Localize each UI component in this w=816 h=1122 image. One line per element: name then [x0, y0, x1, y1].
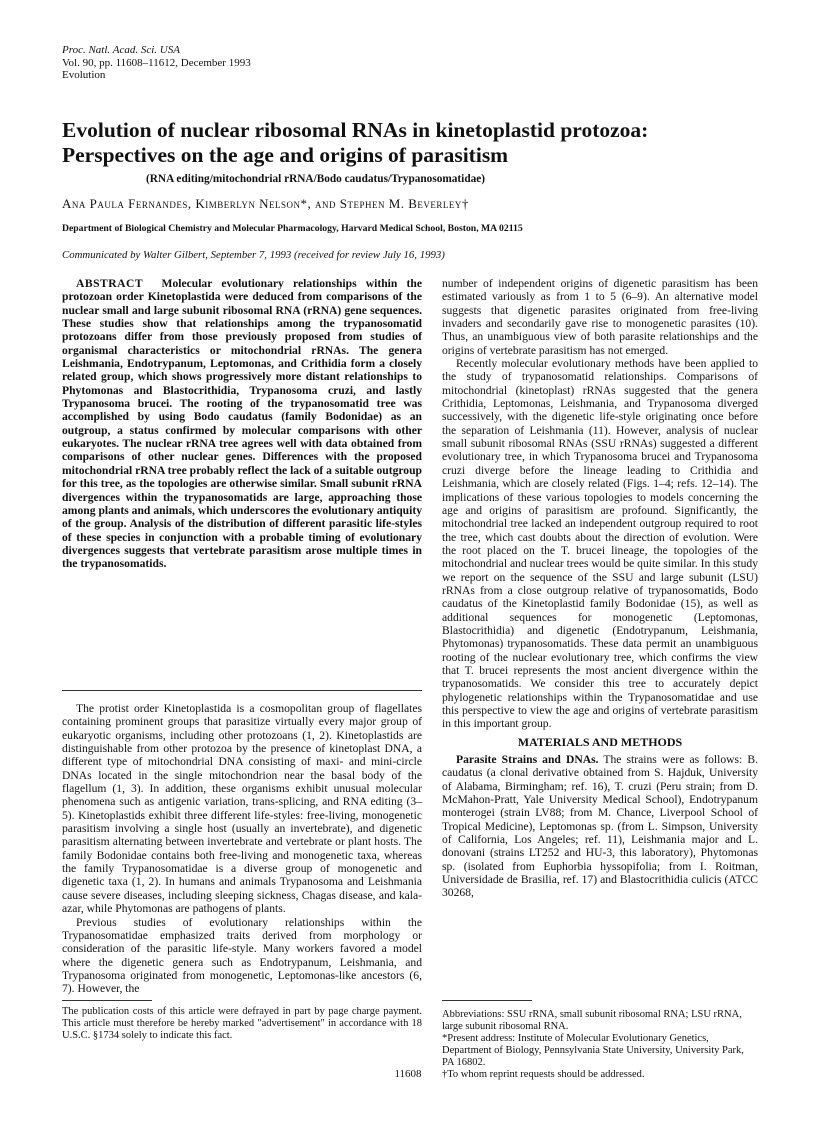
title-line-2: Perspectives on the age and origins of parasitism: [62, 143, 509, 167]
methods-text: The strains were as follows: B. caudatus (a clonal derivative obtained from S. Hajduk, University of Alabama, Birmingham; ref. 16), T. cruzi (Peru strain; from D. McMahon-Pratt, Yale University Medical School), Endotrypanum monterogei (strain LV88; from M. Chance, Liverpool School of Tropical Medicine), Leptomonas sp. (from L. Simpson, University of California, Los Angeles; ref. 11), Leishmania major and L. donovani (strains LT252 and HU-3, this laboratory), Phytomonas sp. (isolated from Euphorbia hyssopifolia; from I. Roitman, Universidade de Brasilia, ref. 17) and Blastocrithidia culicis (ATCC 30268,: [442, 753, 758, 900]
article-title: [62, 118, 762, 168]
journal-name: Proc. Natl. Acad. Sci. USA: [62, 44, 180, 56]
introduction-left: [62, 702, 422, 996]
title-line-1: Evolution of nuclear ribosomal RNAs in kinetoplastid protozoa:: [62, 118, 649, 142]
intro-paragraph-4: Recently molecular evolutionary methods have been applied to the study of trypanosomatid relationships. Comparisons of mitochondrial (kinetoplast) rRNAs suggested that the genera Crithidia, Leptomonas, Leishmania, and Trypanosoma diverged successively, with the digenetic life-style originating once before the separation of Leishmania (11). However, analysis of nuclear small subunit ribosomal RNAs (SSU rRNAs) suggested a different evolutionary tree, in which Trypanosoma brucei and Trypanosoma cruzi diverge before the lineage leading to Crithidia and Leishmania, which are closely related (Figs. 1–4; refs. 12–14). The implications of these various topologies to models concerning the age and origins of parasitism are profound. Significantly, the mitochondrial tree lacked an independent outgroup required to root the tree, which cast doubts about the direction of evolution. Were the root placed on the T. brucei lineage, the topologies of the mitochondrial and nuclear trees would be quite similar. In this study we report on the sequence of the SSU and large subunit (LSU) rRNAs from a close outgroup relative of trypanosomatids, Bodo caudatus of the Kinetoplastid family Bodonidae (15), as well as additional sequences for monogenetic (Leptomonas, Blastocrithidia) and digenetic (Endotrypanum, Leishmania, Phytomonas) trypanosomatids. These data permit an unambiguous rooting of the nuclear evolutionary tree, which confirms the view that T. brucei represents the most ancient divergence within the trypanosomatids. We consider this tree to accurately depict phylogenetic relationships within the Trypanosomatidae and use this perspective to view the age and origins of vertebrate parasitism in this important group.: [442, 357, 758, 731]
methods-runhead: Parasite Strains and DNAs.: [456, 753, 599, 767]
volume-line: Vol. 90, pp. 11608–11612, December 1993: [62, 56, 251, 69]
cost-footnote: The publication costs of this article were defrayed in part by page charge payment. This article must therefore be hereby marked "advertisement" in accordance with 18 U.S.C. §1734 solely to indicate this fact.: [62, 1006, 422, 1041]
page-number: 11608: [394, 1068, 422, 1080]
journal-header: [62, 44, 251, 82]
intro-paragraph-1: The protist order Kinetoplastida is a cosmopolitan group of flagellates containing prominent groups that parasitize virtually every major group of eukaryotic organisms, including other protozoans (1, 2). Kinetoplastids are distinguishable from other protozoa by the presence of kinetoplast DNA, a different type of mitochondrial DNA consisting of maxi- and mini-circle DNAs located in the single mitochondrion near the basal body of the flagellum (1, 3). In addition, these organisms exhibit unusual molecular phenomena such as antigenic variation, trans-splicing, and RNA editing (3–5). Kinetoplastids exhibit three different life-styles: free-living, monogenetic parasitism involving a single host (usually an invertebrate), and digenetic parasitism alternating between invertebrate and vertebrate or plant hosts. The family Bodonidae contains both free-living and monogenetic taxa, whereas the family Trypanosomatidae is a diverse group of monogenetic and digenetic taxa (1, 2). In humans and animals Trypanosoma and Leishmania cause severe diseases, including sleeping sickness, Chagas disease, and kala-azar, while Phytomonas are pathogens of plants.: [62, 702, 422, 916]
reprint-note: †To whom reprint requests should be addressed.: [442, 1069, 645, 1081]
abstract-text: Molecular evolutionary relationships within the protozoan order Kinetoplastida were deduced from comparisons of the nuclear small and large subunit ribosomal RNA (rRNA) gene sequences. These studies show that relationships among the trypanosomatid protozoans differ from those previously proposed from studies of organismal characteristics or mitochondrial rRNAs. The genera Leishmania, Endotrypanum, Leptomonas, and Crithidia form a closely related group, which shows progressively more distant relationships to Phytomonas and Blastocrithidia, Trypanosoma cruzi, and lastly Trypanosoma brucei. The rooting of the trypanosomatid tree was accomplished by using Bodo caudatus (family Bodonidae) as an outgroup, a status confirmed by molecular comparisons with other eukaryotes. The nuclear rRNA tree agrees well with data obtained from comparisons of other nuclear genes. Differences with the proposed mitochondrial rRNA tree probably reflect the lack of a suitable outgroup for this tree, as the topologies are otherwise similar. Small subunit rRNA divergences within the trypanosomatids are large, approaching those among plants and animals, which underscores the evolutionary antiquity of the group. Analysis of the distribution of different parasitic life-styles of these species in conjunction with a probable timing of evolutionary divergences suggests that vertebrate parasitism arose multiple times in the trypanosomatids.: [62, 277, 422, 571]
intro-paragraph-3: number of independent origins of digenetic parasitism has been estimated variously as from 1 to 5 (6–9). An alternative model suggests that digenetic parasites originated from free-living invaders and secondarily gave rise to monogenetic parasites (10). Thus, an unambiguous view of both parasite relationships and the origins of vertebrate parasitism has not emerged.: [442, 277, 758, 357]
methods-paragraph: [442, 753, 758, 900]
intro-paragraph-2: Previous studies of evolutionary relationships within the Trypanosomatidae emphasized traits derived from morphology or consideration of the parasitic life-style. Many workers favored a model where the digenetic genera such as Endotrypanum, Leishmania, and Trypanosoma originated from monogenetic, Leptomonas-like ancestors (6, 7). However, the: [62, 915, 422, 996]
section-label: Evolution: [62, 69, 106, 82]
right-footnote-rule: [442, 1000, 532, 1001]
left-footnote-rule: [62, 1000, 152, 1001]
present-address-note: *Present address: Institute of Molecular Evolutionary Genetics, Department of Biology, Pennsylvania State University, University Park, PA 16802.: [442, 1033, 744, 1069]
abstract-divider: [62, 690, 422, 691]
authors: Ana Paula Fernandes, Kimberlyn Nelson*, and Stephen M. Beverley†: [62, 196, 469, 211]
abstract: [62, 277, 422, 571]
methods-heading: MATERIALS AND METHODS: [517, 734, 683, 749]
keywords: (RNA editing/mitochondrial rRNA/Bodo caudatus/Trypanosomatidae): [146, 173, 486, 185]
communicated-by: Communicated by Walter Gilbert, September 7, 1993 (received for review July 16, 1993): [62, 249, 445, 261]
affiliation: Department of Biological Chemistry and Molecular Pharmacology, Harvard Medical School, Boston, MA 02115: [62, 223, 523, 234]
abstract-label: ABSTRACT: [76, 277, 144, 290]
introduction-right: [442, 277, 758, 900]
abbreviations-note: Abbreviations: SSU rRNA, small subunit ribosomal RNA; LSU rRNA, large subunit ribosomal RNA.: [442, 1009, 742, 1033]
